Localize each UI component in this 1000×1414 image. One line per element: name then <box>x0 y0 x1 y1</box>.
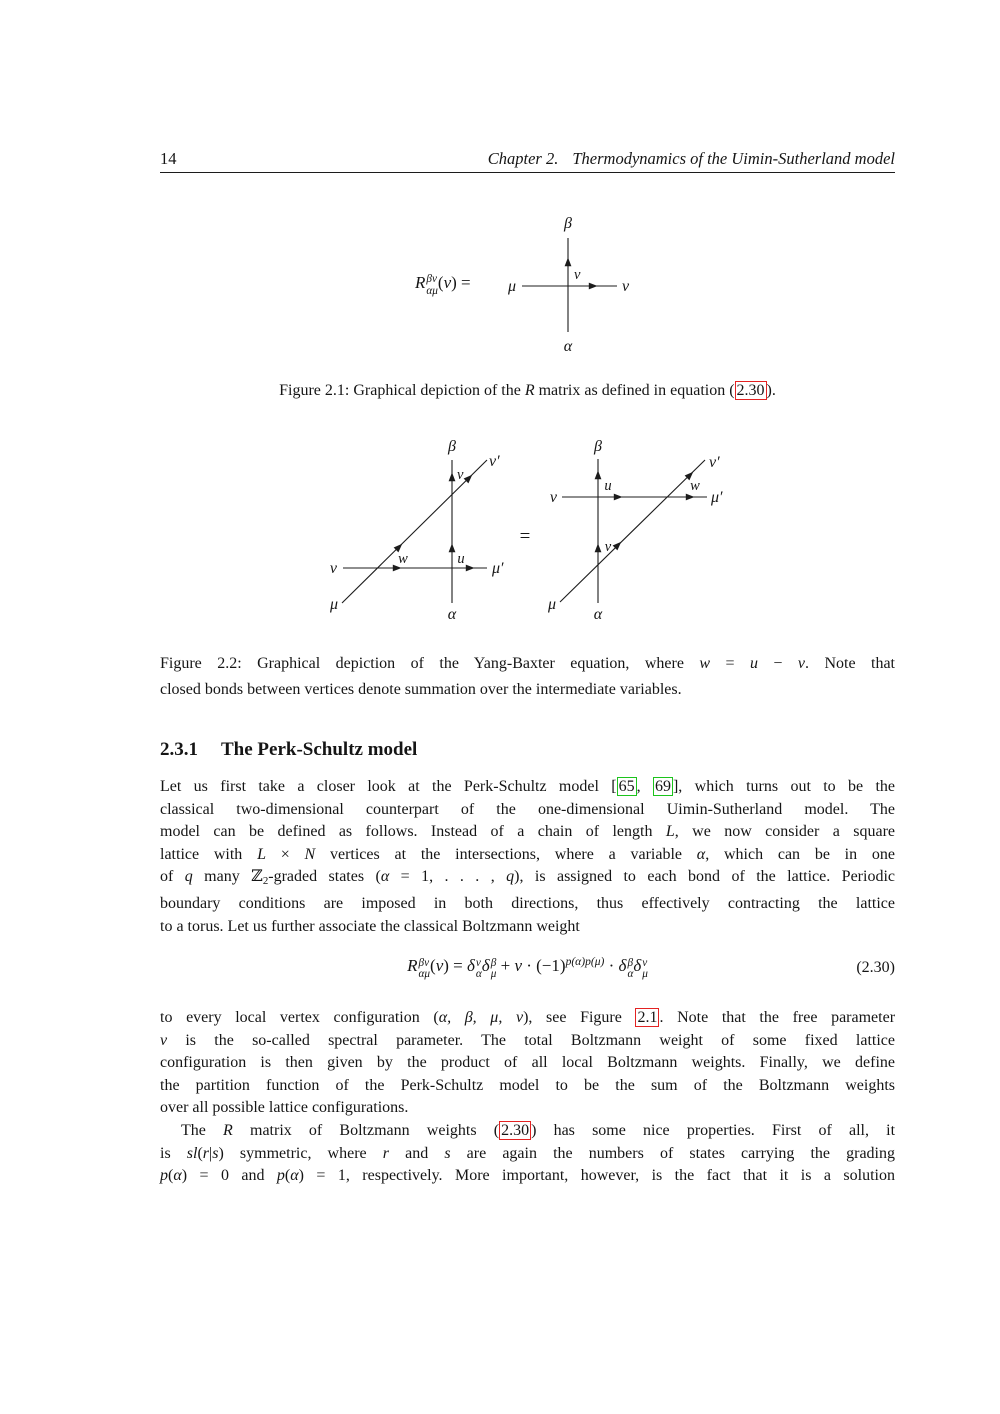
label-mu: μ <box>547 596 556 613</box>
label-nu: ν <box>549 489 557 506</box>
text-segment: model can be defined as follows. Instead of a chain of length <box>160 823 666 841</box>
text-line <box>160 821 895 844</box>
text-segment: , which can be in one <box>705 845 896 863</box>
label-nu-prime: ν′ <box>709 454 720 471</box>
text-segment: ), is assigned to each bond of the lattice. Periodic <box>514 868 895 886</box>
equation-number: (2.30) <box>856 959 895 976</box>
text-segment: Figure 2.2: Graphical depiction of the Yang-Baxter equation, where <box>160 655 700 672</box>
page-number: 14 <box>160 149 177 168</box>
text-segment: · <box>604 956 619 976</box>
up-arrowhead <box>565 257 572 266</box>
text-segment: r <box>202 1144 210 1162</box>
diagonal-bond-line <box>342 460 487 603</box>
text-segment: N <box>304 845 316 863</box>
text-segment: ( <box>168 1167 174 1185</box>
label-nu-prime: ν′ <box>489 453 500 470</box>
text-segment: q <box>184 868 193 886</box>
text-segment: L <box>257 845 266 863</box>
text-segment: α <box>173 1167 182 1185</box>
text-segment: s <box>212 1144 219 1162</box>
label-alpha: α <box>563 338 573 355</box>
label-alpha: α <box>447 606 457 623</box>
text-line <box>160 1120 895 1143</box>
text-segment: | <box>209 1144 213 1162</box>
text-line <box>160 1052 895 1075</box>
text-segment: α <box>290 1167 299 1185</box>
text-segment: The <box>181 1122 224 1139</box>
text-segment: α, β, μ, ν <box>438 1009 524 1026</box>
text-segment: is the so-called spectral parameter. The total Boltzmann weight of some fixed lattice <box>167 1031 895 1049</box>
text-segment: ( <box>197 1144 203 1162</box>
figure-2-1-diagram <box>380 205 650 365</box>
text-segment: many ℤ <box>192 868 263 886</box>
text-segment: configuration is then given by the product of all local Boltzmann weights. Finally, we define <box>160 1054 895 1072</box>
label-v: v <box>574 267 581 283</box>
text-segment: boundary conditions are imposed in both directions, thus effectively contracting the lattice <box>160 895 895 912</box>
right-arrowhead <box>589 283 598 290</box>
text-line <box>160 866 895 893</box>
text-line <box>160 799 895 822</box>
chapter-header <box>488 149 895 168</box>
figure-2-1-caption <box>160 380 895 402</box>
text-segment: L <box>665 823 675 841</box>
up-arrowhead <box>449 543 456 552</box>
text-segment: . Note that the free parameter <box>659 1009 896 1026</box>
label-w: w <box>398 551 408 567</box>
text-segment: α <box>380 868 390 886</box>
paragraph-3 <box>160 1120 895 1188</box>
text-segment: is <box>160 1144 187 1162</box>
ref-link[interactable]: 2.1 <box>637 1009 658 1026</box>
text-segment: the partition function of the Perk-Schultz model to be the sum of the Boltzmann weights <box>160 1076 895 1094</box>
label-u: u <box>604 478 612 494</box>
text-segment: ). <box>766 382 776 399</box>
up-arrowhead <box>595 470 602 479</box>
text-segment: classical two-dimensional counterpart of the one-dimensional Uimin-Sutherland model. The <box>160 800 895 818</box>
text-segment: = 1, . . . , <box>389 868 507 886</box>
text-segment: . Note that <box>805 655 895 672</box>
chapter-title: Thermodynamics of the Uimin-Sutherland model <box>572 149 895 168</box>
text-segment: × <box>265 845 305 863</box>
label-beta: β <box>448 438 456 455</box>
label-w: w <box>690 478 700 494</box>
math-supsub: δ β α <box>618 956 634 981</box>
ref-link[interactable]: 2.30 <box>501 1122 530 1139</box>
math-supsub: δ ν α <box>467 956 482 981</box>
text-segment: r <box>382 1144 389 1162</box>
up-arrowhead <box>449 472 456 481</box>
text-segment: + <box>496 956 515 976</box>
label-nu: ν <box>329 560 337 577</box>
text-segment: closed bonds between vertices denote summation over the intermediate variables. <box>160 681 682 698</box>
text-segment: R <box>223 1122 233 1139</box>
text-line <box>160 1030 895 1053</box>
label-v: v <box>457 467 464 483</box>
right-arrowhead <box>614 494 623 501</box>
cite-link[interactable]: 65 <box>618 778 635 795</box>
text-segment: matrix of Boltzmann weights ( <box>232 1122 500 1139</box>
label-beta: β <box>594 438 602 455</box>
text-line <box>160 1007 895 1030</box>
text-segment: ) = 1, respectively. More important, however, is the fact that it is a solution <box>298 1167 895 1185</box>
text-segment: sl <box>186 1144 198 1162</box>
cite-link[interactable]: 69 <box>654 778 671 795</box>
text-segment: lattice with <box>160 845 258 863</box>
text-segment: α <box>696 845 706 863</box>
text-line <box>160 1143 895 1166</box>
section-number: 2.3.1 <box>160 739 198 760</box>
text-segment: over all possible lattice configurations. <box>160 1099 409 1117</box>
text-segment: to every local vertex configuration ( <box>160 1009 439 1026</box>
text-line <box>160 651 895 677</box>
text-segment: of <box>160 868 185 886</box>
text-segment: are again the numbers of states carrying the grading <box>450 1144 896 1162</box>
text-line <box>160 1165 895 1188</box>
paragraph-1 <box>160 776 895 938</box>
text-segment: w <box>699 655 711 672</box>
label-alpha: α <box>593 606 603 623</box>
text-segment: R <box>524 382 535 399</box>
label-mu-prime: μ′ <box>711 489 723 506</box>
section-heading <box>160 738 895 761</box>
text-segment: vertices at the intersections, where a variable <box>315 845 697 863</box>
text-segment: s <box>444 1144 451 1162</box>
text-line <box>160 893 895 916</box>
math-supsub: δ ν μ <box>633 956 648 981</box>
text-segment: Figure 2.1: Graphical depiction of the <box>279 382 525 399</box>
paragraph-2 <box>160 1007 895 1120</box>
text-segment: ) = <box>451 273 471 293</box>
text-segment: q <box>506 868 515 886</box>
right-arrowhead <box>686 494 695 501</box>
ref-link[interactable]: 2.30 <box>736 382 765 399</box>
text-segment: ) has some nice properties. First of all, it <box>531 1122 896 1139</box>
label-v: v <box>604 539 612 555</box>
text-line <box>160 844 895 867</box>
text-segment: v <box>435 956 444 976</box>
label-mu-prime: μ′ <box>492 560 504 577</box>
equation-row <box>160 951 895 985</box>
text-segment: v <box>443 273 452 293</box>
text-segment: u <box>749 655 758 672</box>
text-segment: · (−1) <box>521 956 566 976</box>
text-line <box>160 916 895 939</box>
text-line <box>160 1075 895 1098</box>
right-arrowhead <box>466 565 475 572</box>
text-segment: 2 <box>262 875 269 888</box>
text-segment: p <box>276 1167 285 1185</box>
text-segment: matrix as defined in equation ( <box>534 382 735 399</box>
math-supsub: δ β μ <box>481 956 497 981</box>
yang-baxter-left-diagram <box>329 438 504 623</box>
figure-2-2-caption <box>160 651 895 703</box>
text-line <box>160 776 895 799</box>
text-segment: v <box>514 956 522 976</box>
text-segment: -graded states ( <box>268 868 381 886</box>
text-segment: and <box>389 1144 445 1162</box>
label-beta: β <box>564 215 572 232</box>
text-line <box>160 1097 895 1120</box>
text-segment: = <box>710 655 750 672</box>
up-arrowhead <box>595 543 602 552</box>
label-u: u <box>457 551 465 567</box>
text-segment: Let us first take a closer look at the Perk-Schultz model [ <box>160 778 617 795</box>
text-segment: − <box>757 655 798 672</box>
text-segment: ( <box>284 1167 291 1185</box>
text-line <box>160 677 895 703</box>
text-segment: ) symmetric, where <box>218 1144 383 1162</box>
section-title: The Perk-Schultz model <box>221 739 418 760</box>
diagonal-bond-line <box>560 460 705 602</box>
text-segment: p <box>160 1167 168 1185</box>
text-segment: ) = 0 and <box>181 1167 277 1185</box>
label-nu: ν <box>622 278 630 295</box>
equals-sign: = <box>519 526 531 547</box>
yang-baxter-right-diagram <box>547 438 723 623</box>
label-mu: μ <box>329 596 338 613</box>
text-segment: v <box>797 655 805 672</box>
text-segment: ) = <box>443 956 467 976</box>
text-segment: to a torus. Let us further associate the classical Boltzmann weight <box>160 917 580 935</box>
text-segment: ), see Figure <box>523 1009 636 1026</box>
text-segment: v <box>160 1031 168 1049</box>
figure-2-2-diagram <box>300 432 740 637</box>
text-segment: ( <box>430 956 436 976</box>
math-supsub: R βν αμ <box>407 956 431 981</box>
text-segment: ], which turns out to be the <box>672 778 896 795</box>
chapter-label: Chapter 2. <box>487 149 559 168</box>
text-segment: p(α)p(μ) <box>565 955 605 969</box>
text-segment: ( <box>437 273 444 293</box>
math-supsub: R βν αμ <box>415 273 438 297</box>
header-rule <box>160 172 895 173</box>
text-segment: , <box>636 778 653 795</box>
equation-2-30 <box>407 955 648 980</box>
text-segment: , we now consider a square <box>674 823 895 841</box>
page-header <box>160 149 895 168</box>
label-mu: μ <box>507 278 516 295</box>
